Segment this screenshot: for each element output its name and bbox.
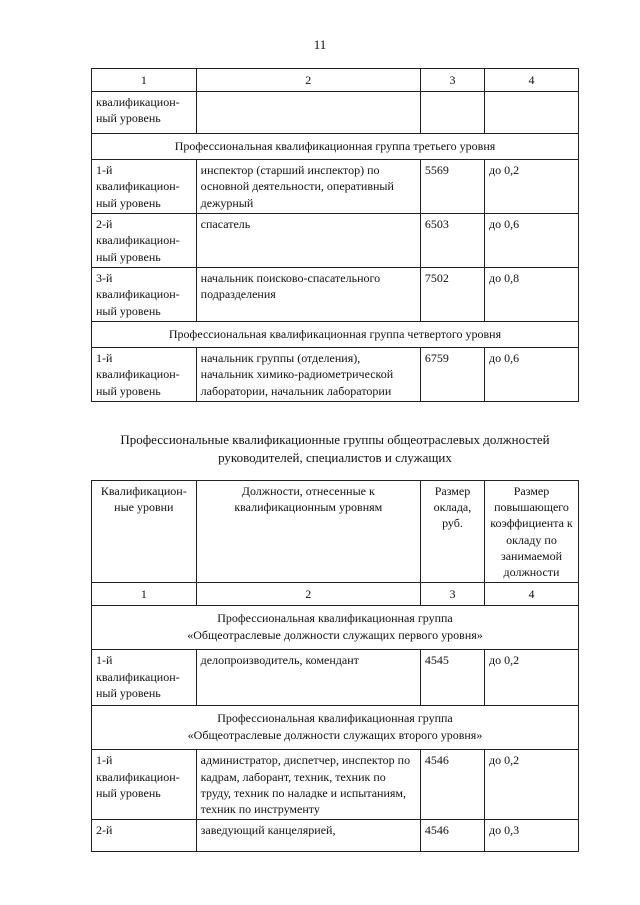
table-row xyxy=(92,820,579,852)
group-header-row xyxy=(92,134,579,160)
level-cell: 3-й квалификацион- ный уровень xyxy=(92,268,197,322)
column-number-row xyxy=(92,69,579,92)
column-number: 3 xyxy=(420,583,484,606)
salary-cell: 4546 xyxy=(420,750,484,820)
position-cell: заведующий канцелярией, xyxy=(196,820,420,852)
level-cell: 1-й квалификацион- ный уровень xyxy=(92,750,197,820)
group-title: Профессиональная квалификационная группа «Общеотраслевые должности служащих второго уровня» xyxy=(92,706,579,750)
position-cell xyxy=(196,92,420,134)
group-title: Профессиональная квалификационная группа «Общеотраслевые должности служащих первого уровня» xyxy=(92,606,579,650)
coefficient-cell: до 0,2 xyxy=(485,750,579,820)
group-header-row xyxy=(92,322,579,348)
salary-cell: 4545 xyxy=(420,650,484,706)
column-number: 2 xyxy=(196,69,420,92)
salary-cell: 5569 xyxy=(420,160,484,214)
header-salary: Размер оклада, руб. xyxy=(420,481,484,583)
coefficient-cell: до 0,6 xyxy=(485,214,579,268)
coefficient-cell: до 0,6 xyxy=(485,348,579,402)
table-row xyxy=(92,348,579,402)
column-number: 1 xyxy=(92,69,197,92)
level-cell: 2-й квалификацион- ный уровень xyxy=(92,214,197,268)
coefficient-cell: до 0,3 xyxy=(485,820,579,852)
column-number-row xyxy=(92,583,579,606)
position-cell: делопроизводитель, комендант xyxy=(196,650,420,706)
table-row xyxy=(92,650,579,706)
header-level: Квалификацион- ные уровни xyxy=(92,481,197,583)
table-row xyxy=(92,750,579,820)
header-coefficient: Размер повышающего коэффициента к окладу по занимаемой должности xyxy=(485,481,579,583)
position-cell: начальник поисково-спасательного подразделения xyxy=(196,268,420,322)
salary-table-general xyxy=(91,480,579,852)
table-row xyxy=(92,160,579,214)
table-row xyxy=(92,214,579,268)
column-number: 1 xyxy=(92,583,197,606)
coefficient-cell: до 0,8 xyxy=(485,268,579,322)
salary-cell: 4546 xyxy=(420,820,484,852)
position-cell: инспектор (старший инспектор) по основной деятельности, оперативный дежурный xyxy=(196,160,420,214)
table-header-row xyxy=(92,481,579,583)
salary-table-rescue xyxy=(91,68,579,402)
salary-cell: 6503 xyxy=(420,214,484,268)
salary-cell: 6759 xyxy=(420,348,484,402)
coefficient-cell xyxy=(485,92,579,134)
group-header-row xyxy=(92,706,579,750)
level-cell: 2-й xyxy=(92,820,197,852)
level-cell: 1-й квалификацион- ный уровень xyxy=(92,160,197,214)
position-cell: администратор, диспетчер, инспектор по кадрам, лаборант, техник, техник по труду, техник по наладке и испытаниям, техник по инструменту xyxy=(196,750,420,820)
level-cell: 1-й квалификацион- ный уровень xyxy=(92,348,197,402)
section-title: Профессиональные квалификационные группы общеотраслевых должностей руководителей, специалистов и служащих xyxy=(120,432,550,465)
header-position: Должности, отнесенные к квалификационным уровням xyxy=(196,481,420,583)
group-title: Профессиональная квалификационная группа четвертого уровня xyxy=(92,322,579,348)
position-cell: начальник группы (отделения), начальник химико-радиометрической лаборатории, начальник лаборатории xyxy=(196,348,420,402)
salary-cell xyxy=(420,92,484,134)
position-cell: спасатель xyxy=(196,214,420,268)
level-cell: квалификацион- ный уровень xyxy=(92,92,197,134)
column-number: 3 xyxy=(420,69,484,92)
column-number: 2 xyxy=(196,583,420,606)
salary-cell: 7502 xyxy=(420,268,484,322)
group-title: Профессиональная квалификационная группа третьего уровня xyxy=(92,134,579,160)
table-row xyxy=(92,92,579,134)
page-number: 11 xyxy=(313,37,327,52)
coefficient-cell: до 0,2 xyxy=(485,650,579,706)
level-cell: 1-й квалификацион- ный уровень xyxy=(92,650,197,706)
table-row xyxy=(92,268,579,322)
column-number: 4 xyxy=(485,69,579,92)
column-number: 4 xyxy=(485,583,579,606)
coefficient-cell: до 0,2 xyxy=(485,160,579,214)
group-header-row xyxy=(92,606,579,650)
